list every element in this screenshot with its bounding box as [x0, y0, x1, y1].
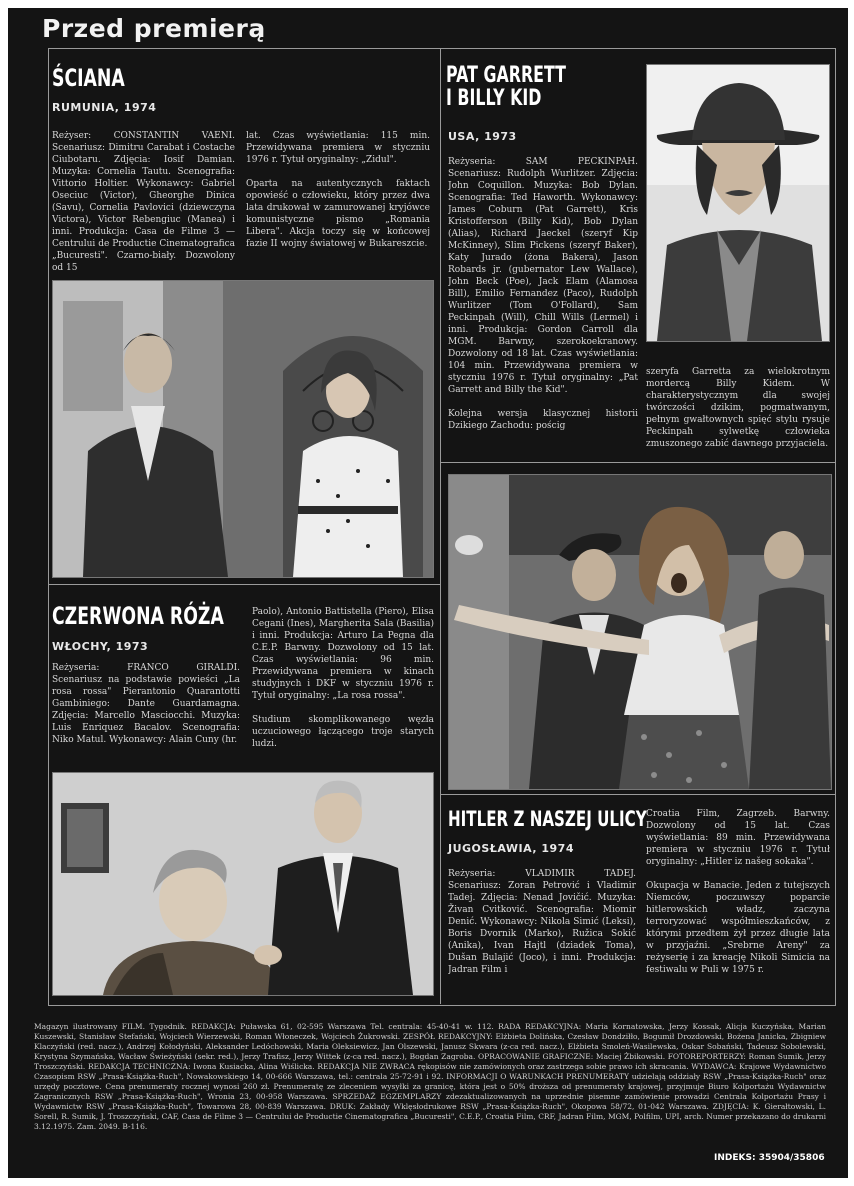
film-country-hitler: JUGOSŁAWIA, 1974 — [448, 842, 574, 855]
film-title-pat-garrett — [446, 64, 566, 110]
section-divider-left — [48, 584, 441, 585]
film-title-sciana: ŚCIANA — [52, 64, 125, 92]
section-header: Przed premierą — [42, 14, 266, 43]
film-country-pat-garrett: USA, 1973 — [448, 130, 517, 143]
index-number: INDEKS: 35904/35806 — [714, 1153, 825, 1163]
film-still-hitler — [448, 474, 832, 790]
film-still-czerwona-roza — [52, 772, 434, 996]
film-credits-hitler: Reżyseria: VLADIMIR TADEJ. Scenariusz: Zoran Petrović i Vladimir Tadej. Zdjęcia: Nenad Jovičić. Muzyka: Živan Cvitković. Scenografia: Miomir Denić. Wykonawcy: Nikola Simić (Leksi), Boris Dvornik (Marko), Ružica Sokić (Anika), Ivan Hajtl (dziadek Toma), Dušan Bulajić (Joco), i inni. Produkcja: Jadran Film i — [448, 869, 636, 975]
film-synopsis-hitler: Croatia Film, Zagrzeb. Barwny. Dozwolony od 15 lat. Czas wyświetlania: 89 min. Przewidywana premiera w styczniu 1976 r. Tytuł oryginalny: „Hitler iz našeg sokaka". Okupacja w Banacie. Jeden z tutejszych Niemców, poczuwszy poparcie hitlerowskich władz, zaczyna terroryzować współmieszkańców, z którymi przedtem żył przez długie lata w przyjaźni. „Srebrne Areny" za reżyserię i za kreację Nikoli Simicia na festiwalu w Puli w 1975 r. — [646, 809, 830, 975]
film-still-pat-garrett — [646, 64, 830, 342]
section-divider-right — [440, 462, 835, 463]
film-credits-sciana: Reżyser: CONSTANTIN VAENI. Scenariusz: Dimitru Carabat i Costache Ciubotaru. Zdjęcia: Iosif Damian. Muzyka: Cornelia Tautu. Scenografia: Vittorio Holtier. Wykonawcy: Gabriel Oseciuc (Victor), Gheorghe Dinica (Savu), Cornelia Pavlovici (dziewczyna Victora), Victor Rebengiuc (Manea) i inni. Produkcja: Casa de Filme 3 — Centrului de Productie Cinematografica „Bucuresti". Czarno-biały. Dozwolony od 15 — [52, 131, 235, 273]
film-title-czerwona-roza: CZERWONA RÓŻA — [52, 602, 224, 630]
film-country-sciana: RUMUNIA, 1974 — [52, 101, 157, 114]
film-still-sciana — [52, 280, 434, 578]
film-synopsis-czerwona-roza: Paolo), Antonio Battistella (Piero), Elisa Cegani (Ines), Margherita Sala (Basilia) i inni. Produkcja: Arturo La Pegna dla C.E.P. Barwny. Dozwolony od 15 lat. Czas wyświetlania: 96 min. Przewidywana premiera w kinach studyjnych i DKF w styczniu 1976 r. Tytuł oryginalny: „La rosa rossa". Studium skomplikowanego węzła uczuciowego łączącego troje starych ludzi. — [252, 607, 434, 749]
film-credits-pat-garrett: Reżyseria: SAM PECKINPAH. Scenariusz: Rudolph Wurlitzer. Zdjęcia: John Coquillon. Muzyka: Bob Dylan. Scenografia: Ted Haworth. Wykonawcy: James Coburn (Pat Garrett), Kris Kristofferson (Billy Kid), Bob Dylan (Alias), Richard Jaeckel (szeryf Kip McKinney), Slim Pickens (szeryf Baker), Katy Jurado (żona Bakera), Jason Robards jr. (gubernator Lew Wallace), John Beck (Poe), Jack Elam (Alamosa Bill), Emilio Fernandez (Paco), Rudolph Wurlitzer (Tom O'Follard), Sam Peckinpah (Will), Chill Wills (Lermel) i inni. Produkcja: Gordon Carroll dla MGM. Barwny, szerokoekranowy. Dozwolony od 18 lat. Czas wyświetlania: 104 min. Przewidywana premiera w styczniu 1976 r. Tytuł oryginalny: „Pat Garrett and Billy the Kid". Kolejna wersja klasycznej historii Dzikiego Zachodu: pościg — [448, 157, 638, 431]
magazine-imprint: Magazyn ilustrowany FILM. Tygodnik. REDAKCJA: Puławska 61, 02-595 Warszawa Tel. centrala: 45-40-41 w. 112. RADA REDAKCYJNA: Maria Kornatowska, Jerzy Kossak, Alicja Kuczyńska, Marian Kuszewski, Stanisław Stefański, Wojciech Wierzewski, Roman Włoneczek, Wojciech Żukrowski. ZESPÓŁ REDAKCYJNY: Elżbieta Dolińska, Czesław Dondziłło, Bogumił Drozdowski, Bożena Janicka, Zbigniew Klaczyński (red. nacz.), Andrzej Kołodyński, Aleksander Ledóchowski, Maria Oleksiewicz, Jan Olszewski, Janusz Skwara (z-ca red. nacz.), Elżbieta Smoleń-Wasilewska, Oskar Sobański, Tadeusz Sobolewski, Krystyna Szymańska, Wacław Świeżyński (sekr. red.), Jerzy Trafisz, Jerzy Wittek (z-ca red. nacz.), Bogdan Zagroba. OPRACOWANIE GRAFICZNE: Maciej Żbikowski. FOTOREPORTERZY: Roman Sumik, Jerzy Troszczyński. REDAKCJA TECHNICZNA: Iwona Kusiacka, Alina Wiślicka. REDAKCJA NIE ZWRACA rękopisów nie zamówionych oraz zastrzega sobie prawo ich skracania. WYDAWCA: Krajowe Wydawnictwo Czasopism RSW „Prasa-Książka-Ruch", Nowakowskiego 14, 00-666 Warszawa, tel.: centrala 25-72-91 i 92. INFORMACJI O WARUNKACH PRENUMERATY udzielają oddziały RSW „Prasa-Książka-Ruch" oraz urzędy pocztowe. Cena prenumeraty rocznej wynosi 260 zł. Prenumeratę ze zleceniem wysyłki za granicę, która jest o 50% droższa od prenumeraty krajowej, przyjmuje Biuro Kolportażu Wydawnictw Zagranicznych RSW „Prasa-Książka-Ruch", Wronia 23, 00-958 Warszawa. SPRZEDAŻ EGZEMPLARZY zdezaktualizowanych na uprzednie pisemne zamówienie prowadzi Centrala Kolportażu Prasy i Wydawnictw RSW „Prasa-Książka-Ruch", Towarowa 28, 00-839 Warszawa. DRUK: Zakłady Wklęsłodrukowe RSW „Prasa-Książka-Ruch", Okopowa 58/72, 01-042 Warszawa. ZDJĘCIA: K. Gierałtowski, L. Sorell, R. Sumik, J. Troszczyński, CAF, Casa de Filme 3 — Centrului de Productie Cinematografica „Bucuresti", C.E.P., Croatia Film, CRF, Jadran Film, MGM, Polfilm, UPI, arch. Numer przekazano do drukarni 3.12.1975. Zam. 2049. B-116. — [34, 1022, 826, 1131]
film-title-hitler: HITLER Z NASZEJ ULICY — [448, 807, 647, 831]
film-synopsis-pat-garrett: szeryfa Garretta za wielokrotnym mordercą Billy Kidem. W charakterystycznym dla swojej twórczości dzikim, pogmatwanym, pełnym gwałtownych spięć stylu rysuje Peckinpah sylwetkę człowieka zmuszonego zabić dawnego przyjaciela. — [646, 367, 830, 449]
section-divider-right-lower — [440, 794, 835, 795]
magazine-page — [8, 8, 848, 1178]
film-title-line-1: PAT GARRETT — [446, 63, 566, 88]
film-country-czerwona-roza: WŁOCHY, 1973 — [52, 640, 149, 653]
film-credits-czerwona-roza: Reżyseria: FRANCO GIRALDI. Scenariusz na podstawie powieści „La rosa rossa" Pierantonio Quarantotti Gambiniego: Dante Guardamagna. Zdjęcia: Marcello Masciocchi. Muzyka: Luis Enriquez Bacalov. Scenografia: Niko Matul. Wykonawcy: Alain Cuny (hr. — [52, 663, 240, 745]
film-title-line-2: I BILLY KID — [446, 86, 542, 112]
film-synopsis-sciana: lat. Czas wyświetlania: 115 min. Przewidywana premiera w styczniu 1976 r. Tytuł oryginalny: „Zidul". Oparta na autentycznych faktach opowieść o człowieku, który przez dwa lata drukował w zamurowanej kryjówce komunistyczne pismo „Romania Libera". Akcja toczy się w końcowej fazie II wojny światowej w Bukareszcie. — [246, 131, 430, 249]
column-divider — [440, 48, 441, 1004]
